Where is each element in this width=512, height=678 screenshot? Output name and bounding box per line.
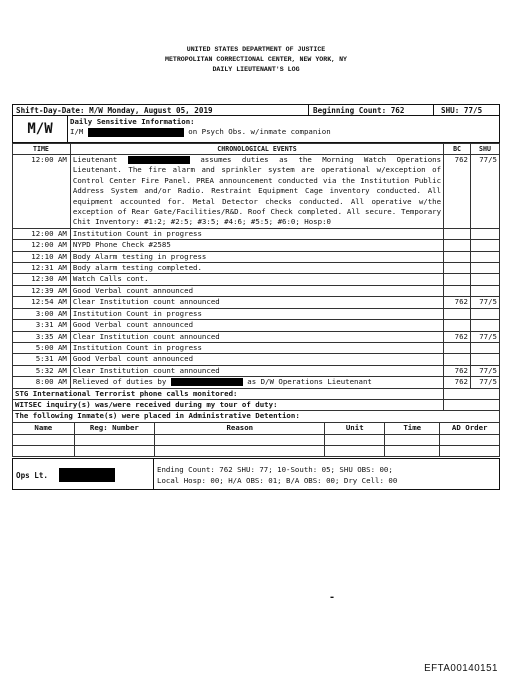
log-row <box>13 240 500 251</box>
adseg-col-reg: Reg: Number <box>74 423 154 435</box>
ops-lt-label: Ops Lt. <box>16 471 49 480</box>
log-time: 12:30 AM <box>13 274 71 285</box>
shift-date-label: Shift-Day-Date: <box>16 106 85 115</box>
col-events: CHRONOLOGICAL EVENTS <box>70 144 443 155</box>
log-bc: 762 <box>444 377 471 388</box>
log-bc <box>444 228 471 239</box>
log-bc <box>444 308 471 319</box>
header-facility: METROPOLITAN CORRECTIONAL CENTER, NEW YORK, NY <box>164 56 348 63</box>
log-bc: 762 <box>444 155 471 229</box>
log-row <box>13 263 500 274</box>
adseg-empty-row <box>13 445 500 456</box>
log-event: Clear Institution count announced <box>70 297 443 308</box>
chronological-log-table <box>12 143 500 423</box>
log-event-prefix: Relieved of duties by <box>72 377 167 387</box>
log-event: Good Verbal count announced <box>70 354 443 365</box>
shift-date <box>16 106 213 115</box>
log-event <box>70 377 443 388</box>
log-event: Good Verbal count announced <box>70 285 443 296</box>
stg-note: STG International Terrorist phone calls monitored: <box>13 388 444 399</box>
log-bc <box>444 285 471 296</box>
log-event: Watch Calls cont. <box>70 274 443 285</box>
log-event <box>70 155 443 229</box>
log-event: Institution Count in progress <box>70 308 443 319</box>
log-row <box>13 251 500 262</box>
log-bc: 762 <box>444 365 471 376</box>
log-entries <box>13 228 500 376</box>
log-shu <box>471 251 500 262</box>
log-event: Institution Count in progress <box>70 342 443 353</box>
sensitive-info-text <box>70 127 331 137</box>
dash-mark: - <box>329 592 336 603</box>
log-row <box>13 320 500 331</box>
log-event: Clear Institution count announced <box>70 331 443 342</box>
log-event-text: assumes duties as the Morning Watch Operations Lieutenant. The fire alarm and sprinkler system are operational w/exception of Control Center Fire Panel. PREA announcement conducted via the Institution Public Address System and/or Radio. Restraint Equipment Cage inventory conducted. All equipment accounted for. Metal Detector checks conducted. All operative w/the exception of Rear Gate/Facilities/R&D. Roof Check completed. All secure. Temporary Chit Inventory: #1:2; #2:5; #3:5; #4:6; #5:5; #6:0; Hosp:0 <box>72 155 442 227</box>
log-event: Institution Count in progress <box>70 228 443 239</box>
log-shu <box>471 342 500 353</box>
log-row <box>13 297 500 308</box>
log-time: 12:00 AM <box>13 155 71 229</box>
adseg-row <box>13 411 500 422</box>
admin-detention-table <box>12 422 500 457</box>
adseg-col-ad-order: AD Order <box>440 423 500 435</box>
log-time: 5:31 AM <box>13 354 71 365</box>
log-bc: 762 <box>444 331 471 342</box>
log-time: 12:00 AM <box>13 240 71 251</box>
beginning-count-value: 762 <box>390 106 405 115</box>
ending-count-line1: Ending Count: 762 SHU: 77; 10-South: 05; SHU OBS: 00; <box>157 465 393 474</box>
sensitive-info-label: Daily Sensitive Information: <box>70 117 195 126</box>
adseg-header-row <box>13 423 500 435</box>
document-id: EFTA00140151 <box>424 663 498 674</box>
adseg-col-time: Time <box>385 423 440 435</box>
log-row <box>13 342 500 353</box>
log-event: Clear Institution count announced <box>70 365 443 376</box>
shift-date-value: M/W Monday, August 05, 2019 <box>89 106 213 115</box>
log-event-suffix: as D/W Operations Lieutenant <box>247 377 372 387</box>
log-row <box>13 274 500 285</box>
log-bc <box>444 274 471 285</box>
beginning-count-label: Beginning Count: <box>313 106 387 115</box>
log-shu: 77/5 <box>471 297 500 308</box>
stg-row <box>13 388 500 399</box>
log-row <box>13 308 500 319</box>
redaction-box <box>59 468 115 482</box>
col-bc: BC <box>444 144 471 155</box>
adseg-col-name: Name <box>13 423 75 435</box>
log-event: Body Alarm testing in progress <box>70 251 443 262</box>
log-shu: 77/5 <box>471 377 500 388</box>
log-row <box>13 331 500 342</box>
log-shu <box>471 274 500 285</box>
log-shu <box>471 240 500 251</box>
ops-lt-cell <box>13 459 154 490</box>
witsec-row <box>13 399 500 410</box>
log-time: 12:10 AM <box>13 251 71 262</box>
log-time: 3:35 AM <box>13 331 71 342</box>
log-time: 12:31 AM <box>13 263 71 274</box>
adseg-empty-row <box>13 434 500 445</box>
log-time: 3:00 AM <box>13 308 71 319</box>
log-shu: 77/5 <box>471 331 500 342</box>
log-time: 8:00 AM <box>13 377 71 388</box>
log-bc <box>444 320 471 331</box>
log-shu <box>471 263 500 274</box>
log-shu <box>471 354 500 365</box>
adseg-col-reason: Reason <box>155 423 325 435</box>
adseg-col-unit: Unit <box>325 423 385 435</box>
redaction-box <box>128 156 190 164</box>
beginning-count <box>313 106 404 115</box>
log-shu: 77/5 <box>471 365 500 376</box>
log-row-first <box>13 155 500 229</box>
witsec-note: WITSEC inquiry(s) was/were received during my tour of duty: <box>13 399 444 410</box>
header-log-title: DAILY LIEUTENANT'S LOG <box>212 66 300 73</box>
redaction-box <box>88 128 184 137</box>
log-bc: 762 <box>444 297 471 308</box>
log-header-row <box>13 144 500 155</box>
shu-count <box>441 106 482 115</box>
shu-count-value: 77/5 <box>463 106 483 115</box>
log-row <box>13 365 500 376</box>
log-shu <box>471 320 500 331</box>
sensitive-info-row <box>12 116 500 143</box>
log-time: 12:39 AM <box>13 285 71 296</box>
log-time: 12:00 AM <box>13 228 71 239</box>
ending-count-box <box>12 458 500 490</box>
log-bc <box>444 342 471 353</box>
log-time: 12:54 AM <box>13 297 71 308</box>
header-department: UNITED STATES DEPARTMENT OF JUSTICE <box>186 46 326 53</box>
log-time: 5:00 AM <box>13 342 71 353</box>
log-shu <box>471 228 500 239</box>
log-time: 3:31 AM <box>13 320 71 331</box>
shu-count-label: SHU: <box>441 106 460 115</box>
log-row <box>13 285 500 296</box>
log-time: 5:32 AM <box>13 365 71 376</box>
col-shu: SHU <box>471 144 500 155</box>
log-bc <box>444 251 471 262</box>
log-shu: 77/5 <box>471 155 500 229</box>
log-row <box>13 228 500 239</box>
log-bc <box>444 240 471 251</box>
log-row <box>13 354 500 365</box>
log-row-last <box>13 377 500 388</box>
redaction-box <box>171 378 243 386</box>
sensitive-prefix: I/M <box>70 127 84 136</box>
log-event: NYPD Phone Check #2585 <box>70 240 443 251</box>
col-time: TIME <box>13 144 71 155</box>
log-event: Good Verbal count announced <box>70 320 443 331</box>
log-bc <box>444 354 471 365</box>
log-shu <box>471 308 500 319</box>
shift-row <box>12 104 500 116</box>
log-event-prefix: Lieutenant <box>72 155 118 164</box>
sensitive-detail: on Psych Obs. w/inmate companion <box>188 127 331 136</box>
ending-count-line2: Local Hosp: 00; H/A OBS: 01; B/A OBS: 00; Dry Cell: 00 <box>157 476 398 485</box>
log-bc <box>444 263 471 274</box>
adseg-note: The following Inmate(s) were placed in Administrative Detention: <box>13 411 500 422</box>
log-event: Body alarm testing completed. <box>70 263 443 274</box>
ending-count-text <box>157 464 397 486</box>
log-shu <box>471 285 500 296</box>
shift-code: M/W <box>13 116 68 142</box>
